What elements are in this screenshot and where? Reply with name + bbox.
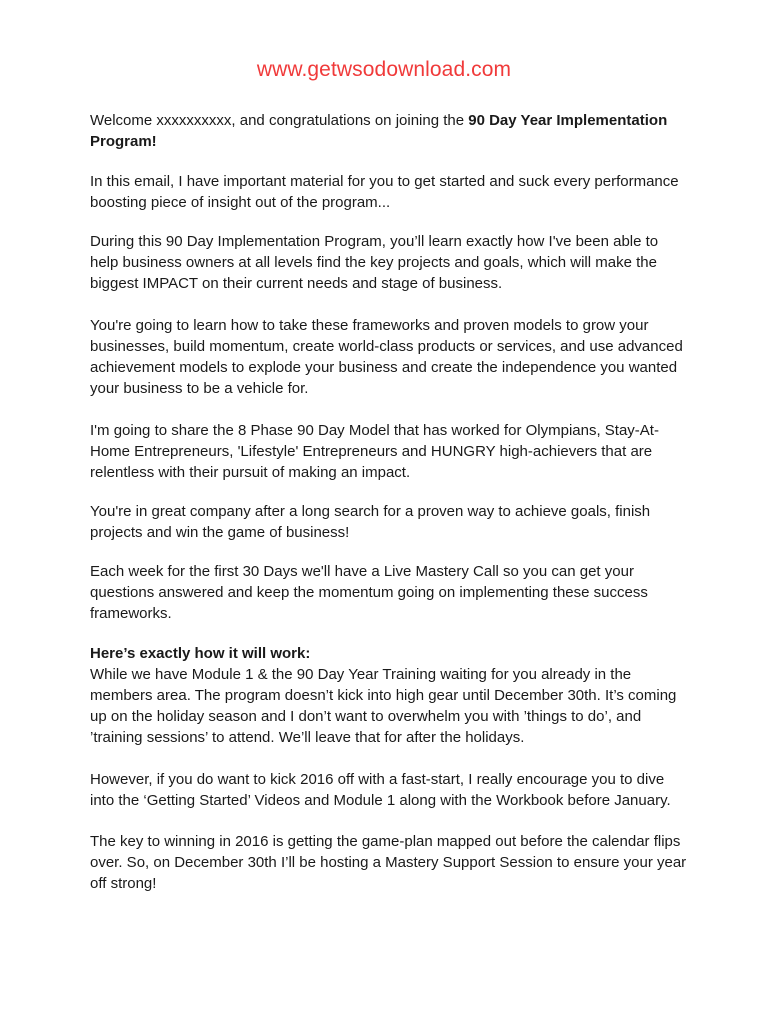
frameworks-paragraph: You're going to learn how to take these frameworks and proven models to grow your businesses, build momentum, create world-class products or services, and use advanced achievement models to explode your business and create the independence you wanted your business to be a vehicle for.	[90, 317, 683, 397]
implementation-paragraph: During this 90 Day Implementation Program, you’ll learn exactly how I've been able to help business owners at all levels find the key projects and goals, which will make the biggest IMPACT on their current needs and stage of business.	[90, 233, 659, 292]
module-paragraph: While we have Module 1 & the 90 Day Year Training waiting for you already in the members area. The program doesn’t kick into high gear until December 30th. It’s coming up on the holiday season and I don’t want to overwhelm you with ’things to do’, and ’training sessions’ to attend. We’ll leave that for after the holidays.	[90, 666, 677, 746]
fast-start-paragraph: However, if you do want to kick 2016 off with a fast-start, I really encourage you to dive into the ‘Getting Started’ Videos and Module 1 along with the Workbook before January.	[90, 771, 671, 809]
key-paragraph: The key to winning in 2016 is getting the game-plan mapped out before the calendar flips over. So, on December 30th I’ll be hosting a Mastery Support Session to ensure your year off strong!	[90, 833, 687, 892]
intro-paragraph: In this email, I have important material for you to get started and suck every performance boosting piece of insight out of the program...	[90, 173, 679, 211]
email-body	[90, 110, 690, 894]
weekly-call-paragraph: Each week for the first 30 Days we'll have a Live Mastery Call so you can get your questions answered and keep the momentum going on implementing these success frameworks.	[90, 563, 648, 622]
how-it-works-heading: Here’s exactly how it will work:	[90, 645, 311, 662]
company-paragraph: You're in great company after a long search for a proven way to achieve goals, finish projects and win the game of business!	[90, 503, 651, 541]
model-paragraph: I'm going to share the 8 Phase 90 Day Model that has worked for Olympians, Stay-At-Home Entrepreneurs, 'Lifestyle' Entrepreneurs and HUNGRY high-achievers that are relentless with their pursuit of making an impact.	[90, 422, 659, 481]
greeting-text: Welcome xxxxxxxxxx, and congratulations on joining the	[90, 112, 469, 129]
program-name: 90 Day Year Implementation Program!	[90, 112, 668, 150]
greeting-paragraph	[90, 110, 690, 152]
site-link[interactable]: www.getwsodownload.com	[256, 58, 512, 81]
